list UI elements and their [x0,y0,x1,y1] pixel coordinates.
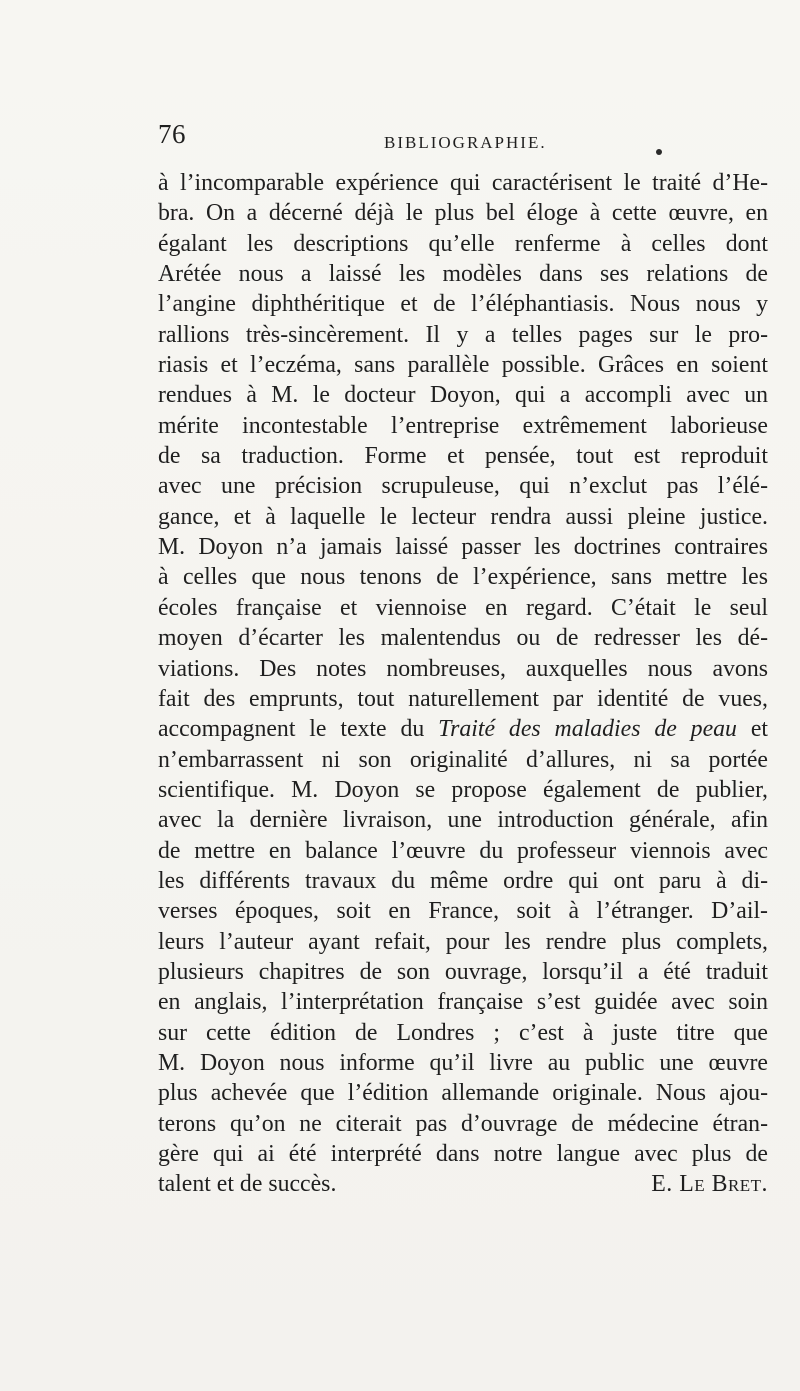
text-line: moyen d’écarter les malentendus ou de redresser les dé- [158,625,768,652]
text-line: M. Doyon nous informe qu’il livre au public une œuvre [158,1049,768,1076]
running-head: BIBLIOGRAPHIE. [384,133,547,152]
text-line: à l’incomparable expérience qui caractérisent le traité d’He- [158,170,768,196]
text-line: leurs l’auteur ayant refait, pour les rendre plus complets, [158,928,768,955]
text-line: rallions très-sincèrement. Il y a telles pages sur le pro- [158,321,768,348]
book-title: Traité des maladies de peau [438,716,737,743]
text-line: de mettre en balance l’œuvre du professeur viennois avec [158,837,768,864]
text-line: plusieurs chapitres de son ouvrage, lorsqu’il a été traduit [158,958,768,985]
page-header [158,121,758,161]
text-line: égalant les descriptions qu’elle renferme à celles dont [158,230,768,257]
page-number: 76 [158,119,186,149]
text-fragment: accompagnent le texte du [158,716,439,743]
text-line: verses époques, soit en France, soit à l’étranger. D’ail- [158,898,768,925]
text-fragment: et [736,716,768,743]
text-line: fait des emprunts, tout naturellement par identité de vues, [158,685,768,712]
text-line: rendues à M. le docteur Doyon, qui a accompli avec un [158,382,768,409]
printer-dot-mark [656,149,662,155]
text-line: bra. On a décerné déjà le plus bel éloge à cette œuvre, en [158,200,768,227]
text-line: l’angine diphthéritique et de l’éléphantiasis. Nous nous y [158,291,768,318]
text-line: de sa traduction. Forme et pensée, tout est reproduit [158,443,768,470]
text-line: plus achevée que l’édition allemande originale. Nous ajou- [158,1080,768,1107]
text-line: avec la dernière livraison, une introduction générale, afin [158,807,768,834]
text-line: mérite incontestable l’entreprise extrêmement laborieuse [158,412,768,439]
text-line: n’embarrassent ni son originalité d’allures, ni sa portée [158,746,768,773]
text-line: sur cette édition de Londres ; c’est à juste titre que [158,1019,768,1046]
text-fragment: talent et de succès. [158,1171,337,1198]
text-line: gère qui ai été interprété dans notre langue avec plus de [158,1141,768,1167]
author-signature: E. Le Bret. [651,1171,768,1198]
text-line: à celles que nous tenons de l’expérience, sans mettre les [158,564,768,591]
text-line: Arétée nous a laissé les modèles dans ses relations de [158,261,768,288]
text-line: scientifique. M. Doyon se propose également de publier, [158,776,768,803]
text-line: les différents travaux du même ordre qui ont paru à di- [158,867,768,894]
text-line: terons qu’on ne citerait pas d’ouvrage de médecine étran- [158,1110,768,1137]
text-line: en anglais, l’interprétation française s’est guidée avec soin [158,989,768,1016]
text-line-with-title [158,714,768,744]
text-line: riasis et l’eczéma, sans parallèle possible. Grâces en soient [158,352,768,379]
closing-line [158,1169,768,1199]
text-line: gance, et à laquelle le lecteur rendra aussi pleine justice. [158,503,768,530]
text-line: viations. Des notes nombreuses, auxquelles nous avons [158,655,768,682]
text-line: écoles française et viennoise en regard. C’était le seul [158,594,768,621]
body-text [158,168,768,1200]
text-line: avec une précision scrupuleuse, qui n’exclut pas l’élé- [158,473,768,500]
text-line: M. Doyon n’a jamais laissé passer les doctrines contraires [158,534,768,561]
